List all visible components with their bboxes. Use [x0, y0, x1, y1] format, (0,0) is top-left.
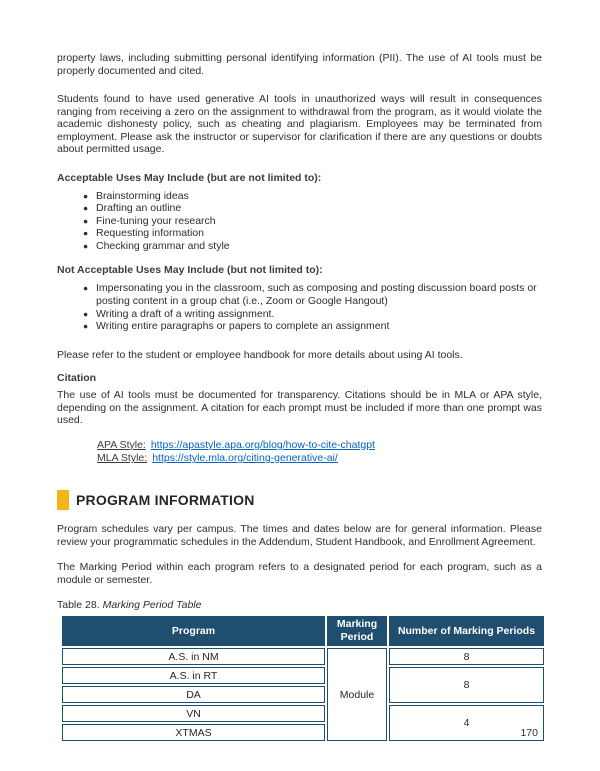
acceptable-uses-list	[57, 190, 542, 253]
gold-square-icon	[57, 490, 69, 510]
bullet-icon: ●	[83, 215, 89, 226]
marking-period-table	[60, 614, 546, 743]
program-cell: DA	[62, 686, 325, 703]
not-acceptable-uses-heading: Not Acceptable Uses May Include (but not limited to):	[57, 264, 323, 277]
mla-style-link[interactable]	[97, 452, 542, 465]
intro-paragraph-1: property laws, including submitting personal identifying information (PII). The use of AI tools must be properly documented and cited.	[57, 52, 542, 77]
mla-style-link-label: MLA Style:	[97, 452, 148, 465]
program-cell: VN	[62, 705, 325, 722]
page-number: 170	[520, 727, 538, 739]
bullet-icon: ●	[83, 228, 89, 239]
apa-style-link[interactable]	[97, 439, 542, 452]
not-acceptable-uses-list	[57, 282, 542, 332]
bullet-icon: ●	[83, 190, 89, 201]
handbook-note: Please refer to the student or employee handbook for more details about using AI tools.	[57, 348, 463, 361]
section-heading-text: PROGRAM INFORMATION	[76, 491, 255, 508]
table-row	[62, 705, 544, 722]
citation-links	[97, 439, 542, 465]
program-information-heading	[57, 489, 542, 510]
list-item	[57, 308, 542, 321]
program-cell: A.S. in NM	[62, 648, 325, 665]
bullet-icon: ●	[83, 240, 89, 251]
marking-period-cell: Module	[327, 648, 387, 741]
citation-paragraph: The use of AI tools must be documented for transparency. Citations should be in MLA or APA style, depending on the assignment. A citation for each prompt must be included if more than one prompt was used.	[57, 389, 542, 427]
bullet-icon: ●	[83, 203, 89, 214]
acceptable-uses-heading: Acceptable Uses May Include (but are not limited to):	[57, 171, 322, 184]
list-item-text: Fine-tuning your research	[96, 214, 216, 227]
table-caption	[57, 599, 542, 612]
list-item	[57, 282, 542, 307]
apa-style-link-url[interactable]: https://apastyle.apa.org/blog/how-to-cite-chatgpt	[150, 438, 375, 451]
table-caption-title: Marking Period Table	[102, 599, 202, 612]
list-item	[57, 202, 542, 215]
table-header-row	[62, 616, 544, 646]
list-item	[57, 227, 542, 240]
list-item-text: Writing entire paragraphs or papers to complete an assignment	[96, 320, 390, 333]
list-item	[57, 240, 542, 253]
table-row	[62, 648, 544, 665]
list-item	[57, 190, 542, 203]
apa-style-link-label: APA Style:	[97, 438, 146, 451]
list-item	[57, 320, 542, 333]
mla-style-link-url[interactable]: https://style.mla.org/citing-generative-ai/	[152, 452, 338, 465]
column-header-marking-period: Marking Period	[327, 616, 387, 646]
list-item-text: Brainstorming ideas	[96, 189, 189, 202]
program-cell: XTMAS	[62, 724, 325, 741]
bullet-icon: ●	[83, 321, 89, 332]
list-item-text: Writing a draft of a writing assignment.	[96, 307, 275, 320]
list-item-text: Checking grammar and style	[96, 239, 230, 252]
citation-heading: Citation	[57, 372, 97, 385]
table-caption-number: Table 28.	[57, 599, 100, 612]
list-item-text: Drafting an outline	[96, 202, 182, 215]
bullet-icon: ●	[83, 283, 89, 294]
periods-cell: 8	[389, 667, 544, 703]
program-info-paragraph-1: Program schedules vary per campus. The times and dates below are for general information. Please review your programmatic schedules in the Addendum, Student Handbook, and Enrollment Agreement.	[57, 523, 542, 548]
list-item-text: Impersonating you in the classroom, such as composing and posting discussion board posts or posting content in a group chat (i.e., Zoom or Google Hangout)	[96, 282, 537, 308]
periods-cell: 4	[389, 705, 544, 741]
program-info-paragraph-2: The Marking Period within each program refers to a designated period for each program, such as a module or semester.	[57, 561, 542, 586]
table-row	[62, 667, 544, 684]
periods-cell: 8	[389, 648, 544, 665]
program-cell: A.S. in RT	[62, 667, 325, 684]
intro-paragraph-2: Students found to have used generative AI tools in unauthorized ways will result in consequences ranging from receiving a zero on the assignment to withdrawal from the program, as it would violate the academic dishonesty policy, such as cheating and plagiarism. Employees may be terminated from employment. Please ask the instructor or supervisor for clarification if there are any questions or doubts about permitted usage.	[57, 93, 542, 155]
bullet-icon: ●	[83, 308, 89, 319]
column-header-program: Program	[62, 616, 325, 646]
list-item	[57, 215, 542, 228]
column-header-number-of-marking-periods: Number of Marking Periods	[389, 616, 544, 646]
list-item-text: Requesting information	[96, 227, 204, 240]
